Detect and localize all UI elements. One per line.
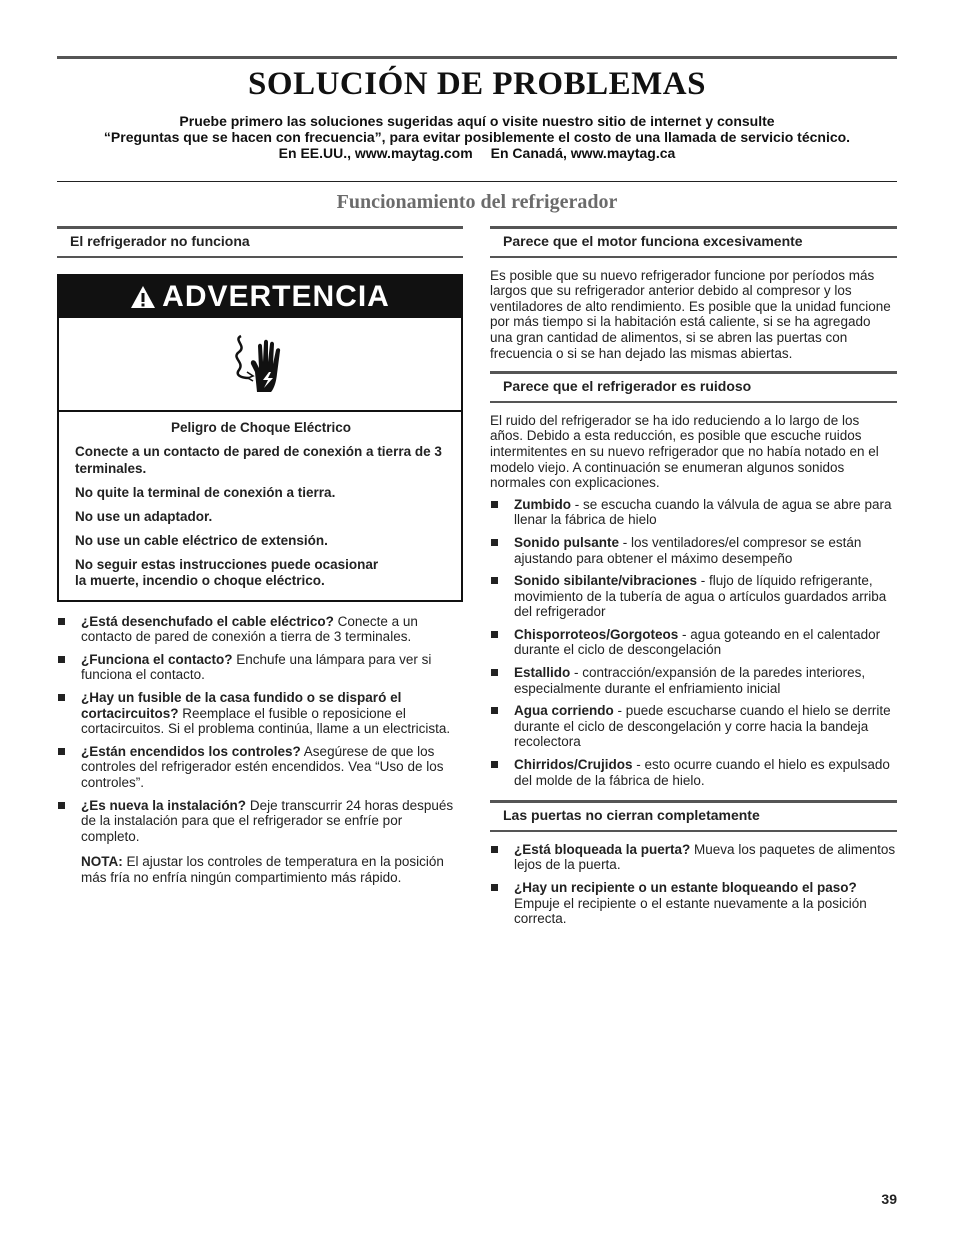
warning-line: Conecte a un contacto de pared de conexión a tierra de 3 terminales. (75, 444, 442, 476)
item-question: Chisporroteos/Gorgoteos (514, 626, 679, 642)
item-question: Sonido pulsante (514, 534, 620, 550)
list-item (57, 798, 463, 845)
warning-consequence-1: No seguir estas instrucciones puede ocasionar (75, 556, 379, 572)
section-title: Funcionamiento del refrigerador (336, 191, 618, 213)
list-item (490, 573, 897, 620)
warning-body (59, 412, 461, 600)
list-item (490, 703, 897, 750)
list-item (490, 842, 897, 873)
intro-line-1: Pruebe primero las soluciones sugeridas aquí o visite nuestro sitio de internet y consulte (179, 113, 775, 129)
checklist-no-funciona (57, 614, 463, 845)
item-question: ¿Es nueva la instalación? (81, 797, 247, 813)
item-answer: Conecte a un contacto de pared de conexión a tierra de 3 terminales. (81, 613, 418, 645)
warning-label: ADVERTENCIA (162, 279, 390, 313)
intro-text (57, 113, 897, 161)
list-item (490, 880, 897, 927)
list-item (490, 757, 897, 788)
item-answer: Empuje el recipiente o el estante nuevamente a la posición correcta. (514, 895, 867, 927)
item-question: Estallido (514, 665, 571, 681)
note-text: El ajustar los controles de temperatura en la posición más fría no enfría ningún compartimiento más rápido. (81, 854, 444, 885)
item-question: Chirridos/Crujidos (514, 757, 633, 773)
list-item (490, 665, 897, 696)
subhead-motor: Parece que el motor funciona excesivamente (490, 226, 897, 258)
list-item (490, 535, 897, 566)
warning-line: No use un cable eléctrico de extensión. (75, 532, 328, 548)
page-title: SOLUCIÓN DE PROBLEMAS (248, 66, 706, 102)
item-answer: - flujo de líquido refrigerante, movimiento de la tubería de agua o artículos guardados arriba del refrigerador (514, 573, 887, 620)
item-answer: Deje transcurrir 24 horas después de la instalación para que el refrigerador se enfríe por completo. (81, 797, 454, 844)
top-rule (57, 56, 897, 59)
warning-line: No quite la terminal de conexión a tierra. (75, 484, 336, 500)
intro-line-2: “Preguntas que se hacen con frecuencia”, para evitar posiblemente el costo de una llamada de servicio técnico. (103, 129, 851, 145)
url-line (57, 145, 897, 161)
list-item (490, 627, 897, 658)
item-answer: Enchufe una lámpara para ver si funciona el contacto. (81, 651, 432, 683)
item-answer: - esto ocurre cuando el hielo es expulsado del molde de la fábrica de hielo. (514, 757, 890, 788)
subhead-puertas: Las puertas no cierran completamente (490, 800, 897, 832)
item-question: Zumbido (514, 496, 571, 512)
note-label: NOTA: (81, 854, 123, 870)
url-us: En EE.UU., www.maytag.com (278, 145, 473, 161)
section-rule (57, 181, 897, 182)
subhead-no-funciona: El refrigerador no funciona (57, 226, 463, 258)
list-item (57, 690, 463, 737)
item-question: ¿Está desenchufado el cable eléctrico? (81, 613, 334, 629)
warning-triangle-icon (130, 285, 156, 309)
warning-consequence-2: la muerte, incendio o choque eléctrico. (75, 573, 325, 589)
subhead-ruidoso: Parece que el refrigerador es ruidoso (490, 371, 897, 403)
item-answer: Mueva los paquetes de alimentos lejos de la puerta. (514, 841, 896, 873)
list-item (57, 614, 463, 645)
list-item (57, 744, 463, 791)
noise-list (490, 497, 897, 789)
item-answer: Asegúrese de que los controles del refrigerador estén encendidos. Vea “Uso de los controles”. (81, 743, 444, 790)
warning-box (57, 274, 463, 602)
doors-list (490, 842, 897, 927)
item-question: ¿Funciona el contacto? (81, 651, 233, 667)
note (57, 854, 463, 885)
item-question: Agua corriendo (514, 703, 614, 719)
list-item (57, 652, 463, 683)
warning-header (59, 276, 461, 318)
noise-text: El ruido del refrigerador se ha ido reduciendo a lo largo de los años. Debido a esta reducción, es posible que escuche ruidos intermitentes en su nuevo refrigerador que no había notado en el modelo viejo. A continuación se enumeran algunos sonidos normales con explicaciones. (490, 412, 879, 491)
warning-line: No use un adaptador. (75, 508, 213, 524)
hazard-title: Peligro de Choque Eléctrico (170, 419, 352, 435)
right-column (490, 226, 897, 939)
electric-shock-hand-icon (225, 332, 295, 396)
motor-text: Es posible que su nuevo refrigerador funcione por períodos más largos que su refrigerador anterior debido al compresor y los ventiladores de alto rendimiento. Es posible que la unidad funcione por más tiempo si la habitación está caliente, si se ha agregado una gran cantidad de alimentos, si se abren las puertas con frecuencia o si se han dejado las mismas abiertas. (490, 267, 891, 361)
item-question: ¿Están encendidos los controles? (81, 743, 301, 759)
url-ca: En Canadá, www.maytag.ca (490, 145, 676, 161)
hazard-icon-area (59, 318, 461, 412)
list-item (490, 497, 897, 528)
item-answer: - agua goteando en el calentador durante el ciclo de descongelación (514, 626, 881, 658)
item-question: Sonido sibilante/vibraciones (514, 573, 698, 589)
page-number: 39 (881, 1191, 897, 1207)
item-answer: - se escucha cuando la válvula de agua se abre para llenar la fábrica de hielo (514, 496, 892, 528)
item-answer: Reemplace el fusible o reposicione el cortacircuitos. Si el problema continúa, llame a un electricista. (81, 705, 451, 737)
item-question: ¿Hay un recipiente o un estante bloqueando el paso? (514, 880, 857, 895)
item-question: ¿Está bloqueada la puerta? (514, 841, 691, 857)
warning-consequence (75, 557, 447, 590)
item-answer: - puede escucharse cuando el hielo se derrite durante el ciclo de descongelación y corre hacia la bandeja recolectora (514, 703, 891, 750)
item-answer: - los ventiladores/el compresor se están ajustando para obtener el máximo desempeño (514, 534, 862, 566)
item-answer: - contracción/expansión de la paredes interiores, especialmente durante el enfriamiento inicial (514, 665, 866, 696)
item-question: ¿Hay un fusible de la casa fundido o se disparó el cortacircuitos? (81, 689, 402, 721)
left-column (57, 226, 463, 886)
